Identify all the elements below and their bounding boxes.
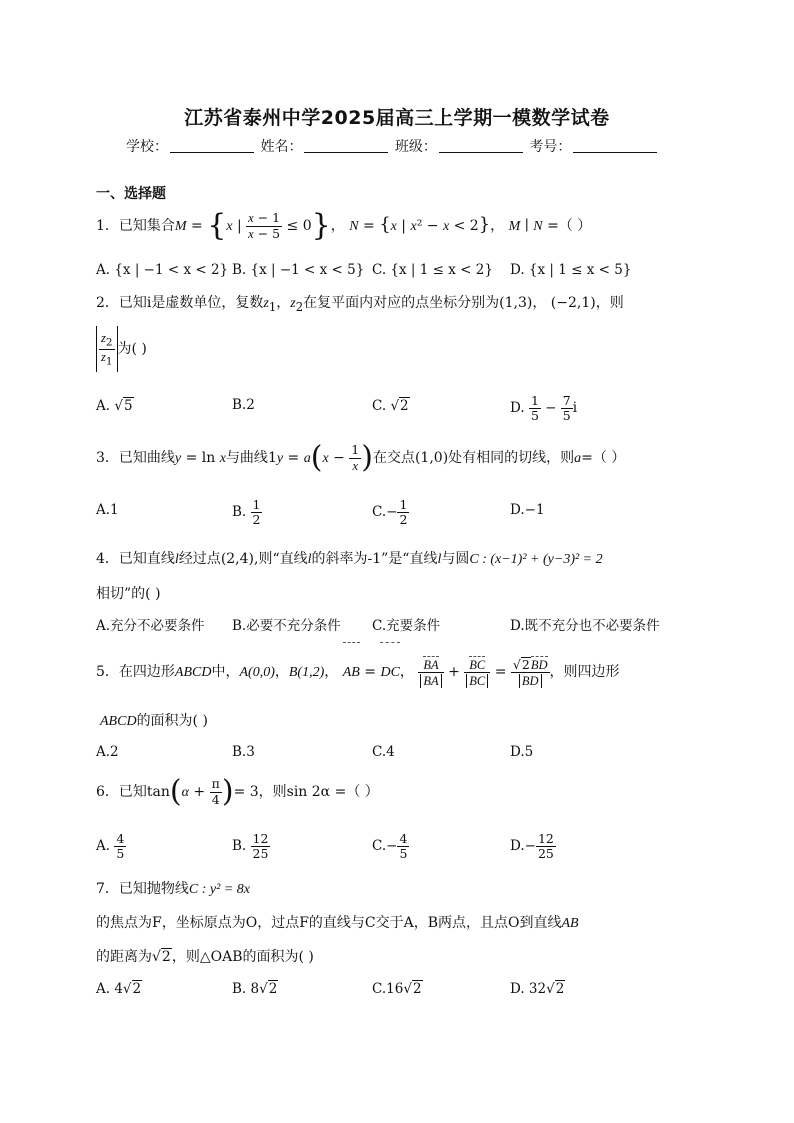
- q3-option-c[interactable]: C.− $\frac{1}{2}$: [372, 496, 408, 527]
- question-2: 2．已知i是虚数单位，复数$z_1$，$z_2$在复平面内对应的点坐标分别为(1,3)， (−2,1)，则: [96, 295, 624, 314]
- q7-option-a[interactable]: A. 4√2: [96, 981, 142, 997]
- q4-option-b[interactable]: B.必要不充分条件: [232, 618, 341, 634]
- q1-stem: 1．已知集合: [96, 218, 175, 234]
- number-blank[interactable]: [573, 140, 657, 153]
- question-2-line-2: $\frac{z_2}{z_1}$ 为( ): [96, 326, 147, 372]
- school-blank[interactable]: [170, 140, 254, 153]
- q5-option-c[interactable]: C.4: [372, 744, 395, 760]
- q3-option-a[interactable]: A.1: [96, 502, 119, 518]
- q1-option-b[interactable]: B. {x | −1 < x < 5}: [232, 262, 365, 278]
- q5-option-a[interactable]: A.2: [96, 744, 119, 760]
- question-5: 5．在四边形ABCD中，A(0,0)，B(1,2)， AB = DC， $\frac{BA}{BA}$ + $\frac{BC}{BC}$ = $\frac{√2BD}{BD}$ ，则四边形: [96, 642, 620, 698]
- question-5-line-2: ABCD的面积为( ): [100, 713, 208, 729]
- q2-option-d[interactable]: D. $\frac{1}{5}$ − $\frac{7}{5}$ i: [510, 392, 578, 423]
- q2-option-c[interactable]: C. √2: [372, 398, 409, 414]
- q4-option-d[interactable]: D.既不充分也不必要条件: [510, 618, 660, 634]
- q2-option-b[interactable]: B.2: [232, 397, 255, 413]
- q4-option-a[interactable]: A.充分不必要条件: [96, 618, 205, 634]
- q1-fraction: $\frac{x - 1}{x - 5}$: [248, 210, 281, 241]
- q5-option-d[interactable]: D.5: [510, 744, 534, 760]
- class-blank[interactable]: [439, 140, 523, 153]
- q7-option-d[interactable]: D. 32√2: [510, 981, 565, 997]
- q5-option-b[interactable]: B.3: [232, 744, 255, 760]
- name-label: 姓名：: [260, 139, 303, 155]
- question-7-line-2: 的焦点为F，坐标原点为O，过点F的直线与C交于A，B两点，且点O到直线AB: [96, 915, 579, 931]
- question-3: 3．已知曲线y = ln x与曲线1y = a(x − $\frac{1}{x}$ )在交点(1,0)处有相同的切线，则a=（ ）: [96, 440, 626, 475]
- question-4-line-2: 相切”的( ): [96, 586, 161, 602]
- q3-option-b[interactable]: B. $\frac{1}{2}$: [232, 496, 261, 527]
- q7-option-c[interactable]: C.16√2: [372, 981, 422, 997]
- q6-option-d[interactable]: D.− $\frac{12}{25}$: [510, 830, 554, 861]
- question-7: 7．已知抛物线C : y² = 8x: [96, 881, 250, 897]
- section-heading: 一、选择题: [96, 186, 166, 202]
- student-info-line: [126, 136, 659, 156]
- exam-title: 江苏省泰州中学2025届高三上学期一模数学试卷: [184, 107, 610, 129]
- q2-option-a[interactable]: A. √5: [96, 398, 133, 414]
- q6-option-c[interactable]: C.− $\frac{4}{5}$: [372, 830, 408, 861]
- number-label: 考号：: [529, 139, 572, 155]
- q4-option-c[interactable]: C.充要条件: [372, 618, 441, 634]
- q1-option-a[interactable]: A. {x | −1 < x < 2}: [96, 262, 229, 278]
- q7-option-b[interactable]: B. 8√2: [232, 981, 278, 997]
- q3-option-d[interactable]: D.−1: [510, 502, 545, 518]
- class-label: 班级：: [394, 139, 437, 155]
- question-7-line-3: 的距离为√2，则△OAB的面积为( ): [96, 949, 314, 965]
- question-1: 1．已知集合M = {x | $\frac{x - 1}{x - 5}$ ≤ 0}， N = {x | x² − x < 2}， M ∣ N =（ ）: [96, 208, 592, 243]
- q6-option-a[interactable]: A. $\frac{4}{5}$: [96, 830, 125, 861]
- q1-option-c[interactable]: C. {x | 1 ≤ x < 2}: [372, 262, 493, 278]
- q1-option-d[interactable]: D. {x | 1 ≤ x < 5}: [510, 262, 632, 278]
- question-4: 4．已知直线l经过点(2,4),则“直线l的斜率为-1”是“直线l与圆C : (x−1)² + (y−3)² = 2: [96, 551, 603, 567]
- name-blank[interactable]: [304, 140, 388, 153]
- question-6: 6．已知tan(α + $\frac{\pi}{4}$ )= 3，则sin 2α =（ ）: [96, 774, 379, 809]
- school-label: 学校：: [126, 139, 168, 155]
- q6-option-b[interactable]: B. $\frac{12}{25}$: [232, 830, 269, 861]
